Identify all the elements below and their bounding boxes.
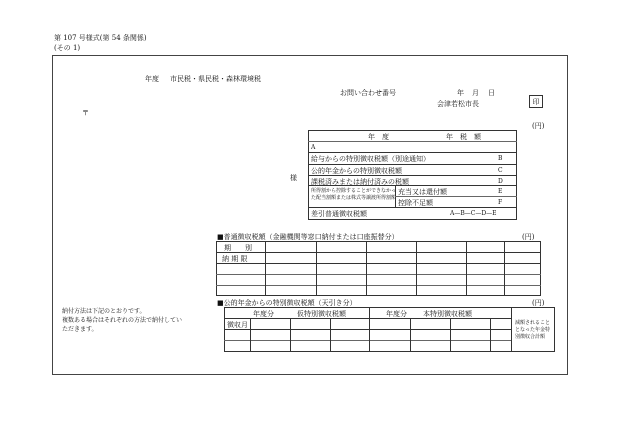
row-d-letter: D (498, 178, 503, 185)
ordinary-unit: (円) (522, 233, 535, 241)
date-month: 月 (472, 89, 479, 97)
ordinary-col-6 (504, 241, 505, 296)
fiscal-year-label: 年度 (145, 75, 159, 83)
row-b-letter: B (498, 155, 503, 162)
deduct-note-line1: 所得割から控除することができなかっ (311, 188, 397, 194)
payment-note-line3: ただきます。 (62, 326, 98, 333)
pension-col-5 (410, 318, 411, 352)
ordinary-col-5 (466, 241, 467, 296)
summary-line-5 (308, 207, 517, 208)
summary-header-line (308, 141, 517, 142)
form-sub-number: (その 1) (54, 44, 81, 52)
pension-col-7 (490, 318, 491, 352)
honorific-sama: 様 (290, 174, 297, 182)
summary-line-2 (308, 164, 517, 165)
period-label: 期 別 (224, 244, 252, 252)
date-year: 年 (457, 89, 464, 97)
deadline-label: 納 期 限 (222, 255, 248, 263)
payment-note-line1: 納付方法は下記のとおりです。 (62, 308, 146, 315)
deduct-note-line2: た配当割額または株式等譲渡所得割額 (311, 195, 397, 201)
summary-tax-header: 年 税 額 (446, 133, 481, 141)
row-c-letter: C (498, 167, 503, 174)
reduced-note-line2: となった年金特 (515, 327, 551, 333)
pension-table-title: ■公的年金からの特別徴収税額（天引き分） (217, 299, 357, 307)
row-d-label: 課税済みまたは納付済みの税額 (311, 178, 409, 186)
difference-label: 差引普通徴収税額 (311, 210, 367, 218)
reduced-note-line1: 減額されること (515, 320, 551, 326)
pension-col-4 (369, 307, 370, 352)
summary-unit: (円) (532, 122, 545, 130)
pension-col-3 (330, 318, 331, 352)
ordinary-col-1 (265, 241, 266, 296)
ordinary-col-2 (316, 241, 317, 296)
row-a-letter: A (311, 144, 316, 151)
payment-note-line2: 複数ある場合はそれぞれの方法で納付してい (62, 317, 183, 324)
pension-year-2: 年度分 (386, 310, 407, 318)
refund-line (395, 196, 517, 197)
pension-col-2 (290, 318, 291, 352)
date-day: 日 (488, 89, 495, 97)
refund-label: 充当又は還付額 (398, 188, 447, 196)
provisional-label: 仮特別徴収税額 (297, 310, 346, 318)
main-label: 本特別徴収税額 (423, 310, 472, 318)
mayor-name: 会津若松市長 (437, 100, 479, 108)
pension-unit: (円) (532, 299, 545, 307)
pension-row-line-1 (224, 329, 511, 330)
ordinary-table-title: ■普通徴収税額（金融機関等窓口納付または口座振替分） (217, 233, 399, 241)
pension-col-1 (250, 318, 251, 352)
ordinary-col-3 (366, 241, 367, 296)
row-c-label: 公的年金からの特別徴収税額 (311, 167, 402, 175)
row-b-label: 給与からの特別徴収税額（別途通知） (311, 155, 430, 163)
form-number: 第 107 号様式(第 54 条関係) (54, 34, 147, 42)
pension-row-line-2 (224, 340, 511, 341)
pension-year-1: 年度分 (253, 310, 274, 318)
official-seal: 印 (529, 95, 543, 108)
inquiry-number-label: お問い合わせ番号 (340, 89, 396, 97)
summary-line-3 (308, 175, 517, 176)
postal-mark: 〒 (82, 109, 89, 117)
ordinary-col-4 (416, 241, 417, 296)
pension-col-8 (511, 307, 512, 352)
summary-line-1 (308, 152, 517, 153)
row-f-letter: F (498, 199, 503, 206)
collection-month-label: 徴収月 (227, 321, 248, 329)
summary-line-4 (308, 185, 517, 186)
pension-col-6 (450, 318, 451, 352)
summary-year-header: 年 度 (368, 133, 389, 141)
shortage-label: 控除不足額 (398, 199, 433, 207)
difference-formula: A—B—C—D—E (450, 210, 497, 217)
reduced-note-line3: 別徴収合計額 (515, 334, 546, 340)
row-e-letter: E (498, 188, 503, 195)
tax-title: 市民税・県民税・森林環境税 (170, 75, 261, 83)
pension-header-line (224, 318, 511, 319)
